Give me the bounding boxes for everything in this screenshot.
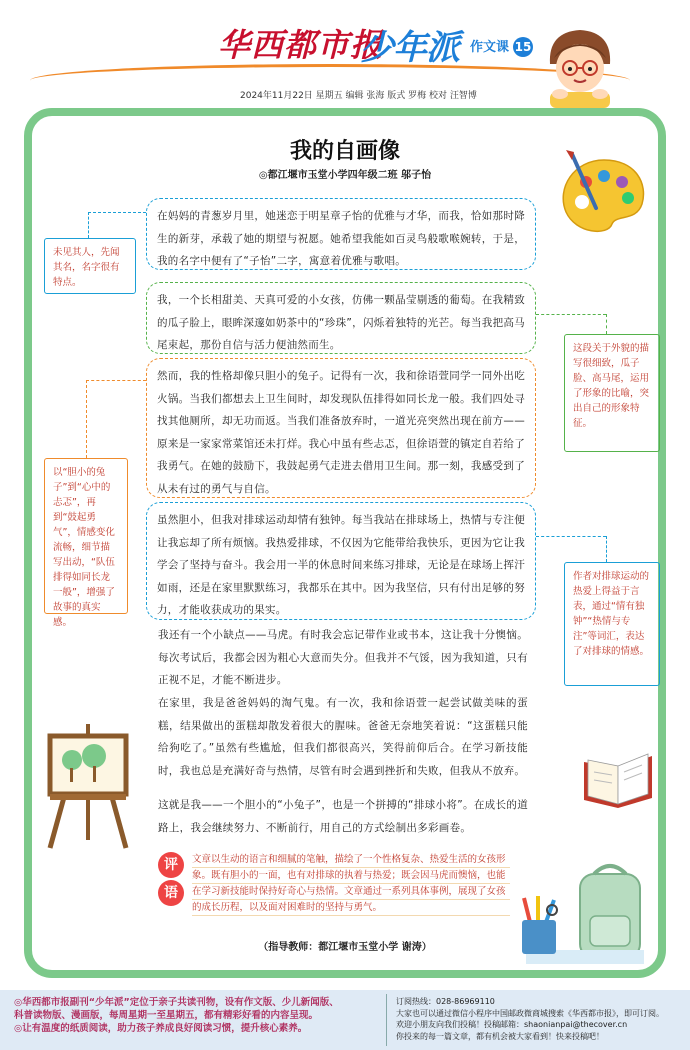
annotation-note-1: 未见其人，先闻其名，名字很有特点。 (44, 238, 136, 294)
footer-subscribe (396, 996, 686, 1042)
comment-text: 文章以生动的语言和细腻的笔触，描绘了一个性格复杂、热爱生活的女孩形象。既有胆小的一面，也有对排球的执着与热爱；既会因马虎而懊恼，也能在学习新技能时保持好奇心与热情。文章通过一系列具体事例，展现了女孩的成长历程，以及面对困难时的坚持与勇气。 (192, 852, 510, 922)
submission-email: 欢迎小朋友向我们投稿！投稿邮箱：shaonianpai@thecover.cn (396, 1020, 628, 1029)
paragraph-4: 虽然胆小，但我对排球运动却情有独钟。每当我站在排球场上，热情与专注便让我忘却了所有烦恼。我热爱排球，不仅因为它能带给我快乐，更因为它让我学会了坚持与奋斗。我会用一半的休息时间来练习排球，无论是在球场上挥汗如雨，还是在家里默默练习，我都乐在其中。因为我坚信，只有付出足够的努力，才能收获成功的果实。 (146, 502, 536, 620)
kid-mascot-icon (540, 24, 620, 114)
footer-intro-line: ◎让有温度的纸质阅读，助力孩子养成良好阅读习惯，提升核心素养。 (14, 1023, 308, 1034)
connector-line (606, 536, 607, 562)
footer-intro (14, 996, 374, 1035)
subscribe-hotline: 订阅热线：028-86969110 (396, 997, 495, 1006)
paragraph-2: 我，一个长相甜美、天真可爱的小女孩，仿佛一颗晶莹剔透的葡萄。在我精致的瓜子脸上，眼眸深邃如奶茶中的“珍珠”，闪烁着独特的光芒。每当我把高马尾束起，那份自信与活力便油然而生。 (146, 282, 536, 354)
palette-icon (556, 150, 652, 240)
paragraph-1: 在妈妈的青葱岁月里，她迷恋于明星章子怡的优雅与才华，而我，恰如那时降生的新芽，承载了她的期望与祝愿。她希望我能如百灵鸟般歌喉婉转，于是，我的名字中便有了“子怡”二字，寓意着优雅与歌唱。 (146, 198, 536, 270)
article-title: 我的自画像 (289, 138, 400, 164)
comment-badge (158, 852, 186, 908)
easel-icon (40, 720, 136, 850)
paragraph-5: 我还有一个小缺点——马虎。有时我会忘记带作业或书本，这让我十分懊恼。每次考试后，我都会因为粗心大意而失分。但我并不气馁，因为我知道，只有正视不足，才能不断进步。 (158, 629, 528, 686)
article-byline: ◎都江堰市玉堂小学四年级二班 邬子怡 (258, 170, 432, 181)
footer-divider (386, 994, 387, 1046)
paper-logo: 华西都市报 (218, 26, 384, 64)
connector-line (86, 380, 87, 458)
subscribe-wechat: 大家也可以通过微信小程序中国邮政微商城搜索《华西都市报》，即可订阅。 (396, 1008, 664, 1018)
section-badge-label: 作文课 (470, 40, 510, 55)
comment-badge-char-1: 评 (158, 852, 184, 878)
connector-line (88, 212, 146, 213)
section-number: 15 (513, 37, 533, 57)
dateline: 2024年11月22日 星期五 编辑 张海 版式 罗梅 校对 汪智博 (240, 91, 477, 101)
paragraph-3: 然而，我的性格却像只胆小的兔子。记得有一次，我和徐语萱同学一同外出吃火锅。当我们都想去上卫生间时，却发现队伍排得如同长龙一般。我们四处寻找其他厕所，却无功而返。当我们准备放弃时，一道光亮突然出现在前方——原来是一家家常菜馆还未打烊。我心中虽有些忐忑，但徐语萱的镇定自若给了我勇气。在她的鼓励下，我鼓起勇气走进去借用卫生间。那一刻，我感受到了从未有过的勇气与自信。 (146, 358, 536, 498)
paragraph-7: 这就是我——一个胆小的“小兔子”，也是一个拼搏的“排球小将”。在成长的道路上，我会继续努力、不断前行，用自己的方式绘制出多彩画卷。 (158, 799, 528, 834)
book-icon (580, 748, 656, 810)
paragraph-6: 在家里，我是爸爸妈妈的淘气鬼。有一次，我和徐语萱一起尝试做美味的蛋糕，结果做出的蛋糕却散发着很大的腥味。爸爸无奈地笑着说：“这蛋糕只能给狗吃了。”虽然有些尴尬，但我们都很高兴，笑得前仰后合。在学习新技能时，我也总是充满好奇与热情，尽管有时会遇到挫折和失败，但我从不放弃。 (158, 697, 528, 777)
comment-badge-char-2: 语 (158, 880, 184, 906)
connector-line (536, 536, 606, 537)
footer-intro-line: ◎华西都市报副刊“少年派”定位于亲子共读刊物，设有作文版、少儿新闻版、 (14, 997, 339, 1008)
connector-line (88, 212, 89, 238)
connector-line (536, 314, 606, 315)
connector-line (86, 380, 146, 381)
footer-intro-line: 科普读物版、漫画版，每周星期一至星期五，都有精彩好看的内容呈现。 (14, 1010, 319, 1021)
section-badge (470, 36, 533, 57)
annotation-note-3: 以“胆小的兔子”到“心中的忐忑”，再到“鼓起勇气”，情感变化流畅，细节描写出动，“队伍排得如同长龙一般”，增强了故事的真实感。 (44, 458, 128, 614)
annotation-note-2: 这段关于外貌的描写很细致，瓜子脸、高马尾，运用了形象的比喻，突出自己的形象特征。 (564, 334, 660, 452)
section-logo: 少年派 (360, 28, 459, 68)
submission-invite: 你投来的每一篇文章，都有机会被大家看到！快来投稿吧！ (396, 1031, 604, 1041)
annotation-note-4: 作者对排球运动的热爱上得益于言表，通过“情有独钟”“热情与专注”等词汇，表达了对排球的情感。 (564, 562, 660, 686)
teacher-credit: （指导教师：都江堰市玉堂小学 谢涛） (258, 942, 432, 953)
connector-line (606, 314, 607, 334)
